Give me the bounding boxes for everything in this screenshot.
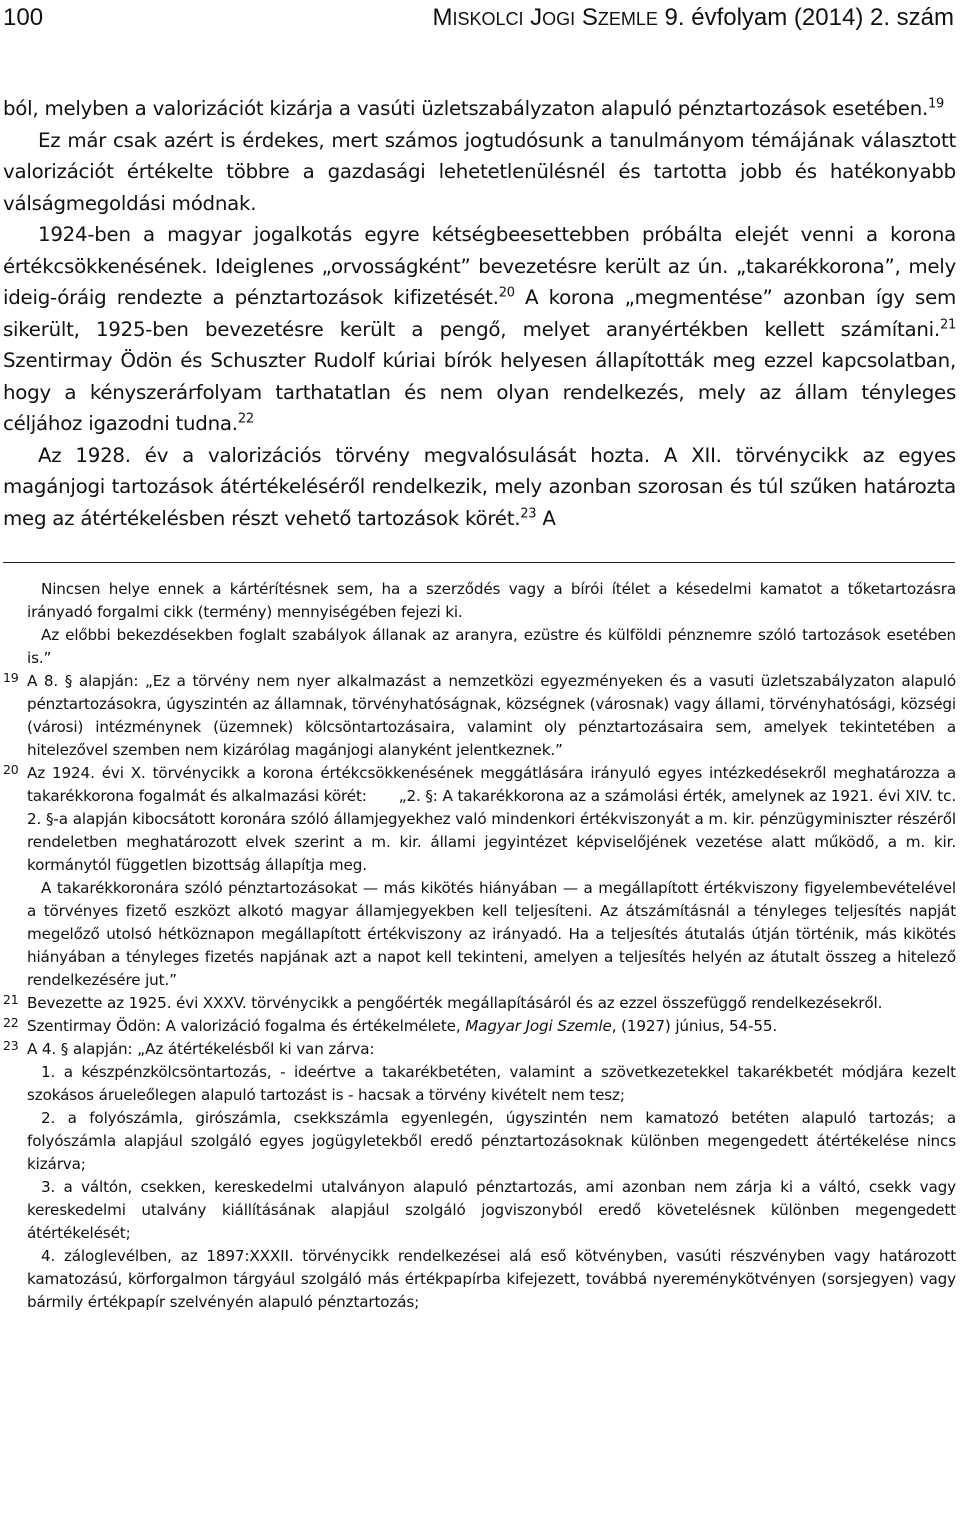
footnote-list-item: 4. záloglevélben, az 1897:XXXII. törvénycikk rendelkezései alá eső kötvényben, vasúti részvényben vagy határozott kamatozású, körforgalmon tárgyául szolgáló más értékpapírba kifejezett, továbbá nyereménykötvényen (sorsjegyen) vagy bármily értékpapír szelvényén alapuló pénztartozás; [27, 1247, 956, 1311]
paragraph: Ez már csak azért is érdekes, mert számos jogtudósunk a tanulmányom témájának választott valorizációt értékelte többre a gazdasági lehetetlenülésnél és tartotta jobb és hatékonyabb válságmegoldási módnak. [3, 128, 956, 215]
footnote-ref[interactable]: 23 [520, 505, 537, 521]
footnote-20: 20 Az 1924. évi X. törvénycikk a korona értékcsökkenésének meggátlására irányuló egyes intézkedésekről meghatározza a takarékkorona fogalmát és alkalmazási körét: „2. §: A takarékkorona az a számolási érték, amelynek az 1921. évi XIV. tc. 2. §-a alapján kibocsátott koronára szóló államjegyekhez való mindenkori értékviszonyát a m. kir. pénzügyminiszter részéről rendeletben meghatározott elvek szerint a m. kir. állami jegyintézet képviselőjének vezetése alatt működő, a m. kir. kormánytól független bizottság állapítja meg. [27, 762, 956, 877]
footnote-19: 19 A 8. § alapján: „Ez a törvény nem nyer alkalmazást a nemzetközi egyezményeken és a vasuti üzletszabályzaton alapuló pénztartozásokra, úgyszintén az államnak, törvényhatóságnak, községnek (városnak) vagy állami, törvényhatósági, községi (városi) intézménynek (üzemnek) kölcsöntartozásaira, valamint oly pénztartozásaira sem, amelyek tekintetében a hitelezővel szemben nem kizárólag magánjogi alanyként jelentkeznek.” [27, 670, 956, 762]
footnote-ref[interactable]: 20 [498, 285, 515, 301]
journal-title: MISKOLCI JOGI SZEMLE 9. évfolyam (2014) 2. szám [432, 4, 954, 31]
running-header [3, 0, 956, 48]
footnote-number: 23 [3, 1038, 19, 1053]
footnote-continuation: Az előbbi bekezdésekben foglalt szabályok állanak az aranyra, ezüstre és külföldi pénznemre szóló tartozások esetében is.” [27, 626, 956, 667]
footnote-number: 20 [3, 762, 19, 777]
footnote-22: 22 Szentirmay Ödön: A valorizáció fogalma és értékelmélete, Magyar Jogi Szemle, (1927) június, 54-55. [27, 1015, 956, 1038]
footnote-continuation: Nincsen helye ennek a kártérítésnek sem, ha a szerződés vagy a bírói ítélet a késedelmi kamatot a tőketartozásra irányadó forgalmi cikk (termény) mennyiségében fejezi ki. [27, 580, 956, 621]
main-text [3, 93, 956, 534]
issue-info: 9. évfolyam (2014) 2. szám [664, 4, 954, 31]
footnote-number: 22 [3, 1015, 19, 1030]
footnote-21: 21 Bevezette az 1925. évi XXXV. törvénycikk a pengőérték megállapításáról és az ezzel összefüggő rendelkezésekről. [27, 992, 956, 1015]
footnote-ref[interactable]: 22 [237, 411, 254, 427]
footnote-list-item: 3. a váltón, csekken, kereskedelmi utalványon alapuló pénztartozás, ami azonban nem zárja ki a váltó, csekk vagy kereskedelmi utalvány kiállításának alapjául szolgáló jogviszonyból eredő követelésnek különben megengedett átértékelését; [27, 1178, 956, 1242]
page-number: 100 [3, 4, 44, 31]
cited-journal-title: Magyar Jogi Szemle [465, 1017, 612, 1035]
footnote-number: 19 [3, 670, 19, 685]
paragraph: Az 1928. év a valorizációs törvény megvalósulását hozta. A XII. törvénycikk az egyes magánjogi tartozások átértékeléséről rendelkezik, mely azonban szorosan és túl szűken határozta meg az átértékelésben részt vehető tartozások körét.$^{23}$ A [3, 443, 956, 530]
footnote-separator [3, 562, 955, 563]
footnote-list-item: 1. a készpénzkölcsöntartozás, - ideértve a takarékbetéten, valamint a szövetkezetekkel takarékbetét módjára kezelt szokásos árueleőlegen alapuló tartozást is - hacsak a törvény kivételt nem tesz; [27, 1063, 956, 1104]
footnote-23: 23 A 4. § alapján: „Az átértékelésből ki van zárva: [27, 1038, 956, 1061]
footnote-ref[interactable]: 21 [939, 316, 956, 332]
footnote-list-item: 2. a folyószámla, girószámla, csekkszámla egyenlegén, úgyszintén nem kamatozó betéten alapuló tartozás; a folyószámla alapjául szolgáló egyes jogügyletekből eredő pénztartozásoknak különben megengedett átértékelése nincs kizárva; [27, 1109, 956, 1173]
footnote-number: 21 [3, 992, 19, 1007]
footnote-ref[interactable]: 19 [928, 96, 945, 112]
footnote-continuation: A takarékkoronára szóló pénztartozásokat — más kikötés hiányában — a megállapított értékviszony figyelembevételével a törvényes fizető eszközt alkotó magyar államjegyekben kell teljesíteni. Az átszámításnál a tényleges teljesítés napját megelőző utolsó hétköznapon megállapított értékviszony az irányadó. Ha a teljesítés átutalás útján történik, más kikötés hiányában a tényleges fizetés napjának azt a napot kell tekinteni, amelyen a teljesítés helyén az átutalt összeg a hitelező rendelkezésére jut.” [27, 879, 956, 989]
paragraph: 1924-ben a magyar jogalkotás egyre kétségbeesettebben próbálta elejét venni a korona értékcsökkenésének. Ideiglenes „orvosságként” bevezetésre került az ún. „takarékkorona”, mely ideig-óráig rendezte a pénztartozások kifizetését.$^{20}$ A korona „megmentése” azonban így sem sikerült, 1925-ben bevezetésre került a pengő, melyet aranyértékben kellett számítani.$^{21}$ Szentirmay Ödön és Schuszter Rudolf kúriai bírók helyesen állapították meg ezzel kapcsolatban, hogy a kényszerárfolyam tarthatatlan és nem olyan rendelkezés, mely az állam tényleges céljához igazodni tudna.$^{22}$ [3, 223, 957, 435]
footnotes [3, 578, 956, 1314]
paragraph: ból, melyben a valorizációt kizárja a vasúti üzletszabályzaton alapuló pénztartozások esetében.$^{19}$ [3, 96, 945, 120]
